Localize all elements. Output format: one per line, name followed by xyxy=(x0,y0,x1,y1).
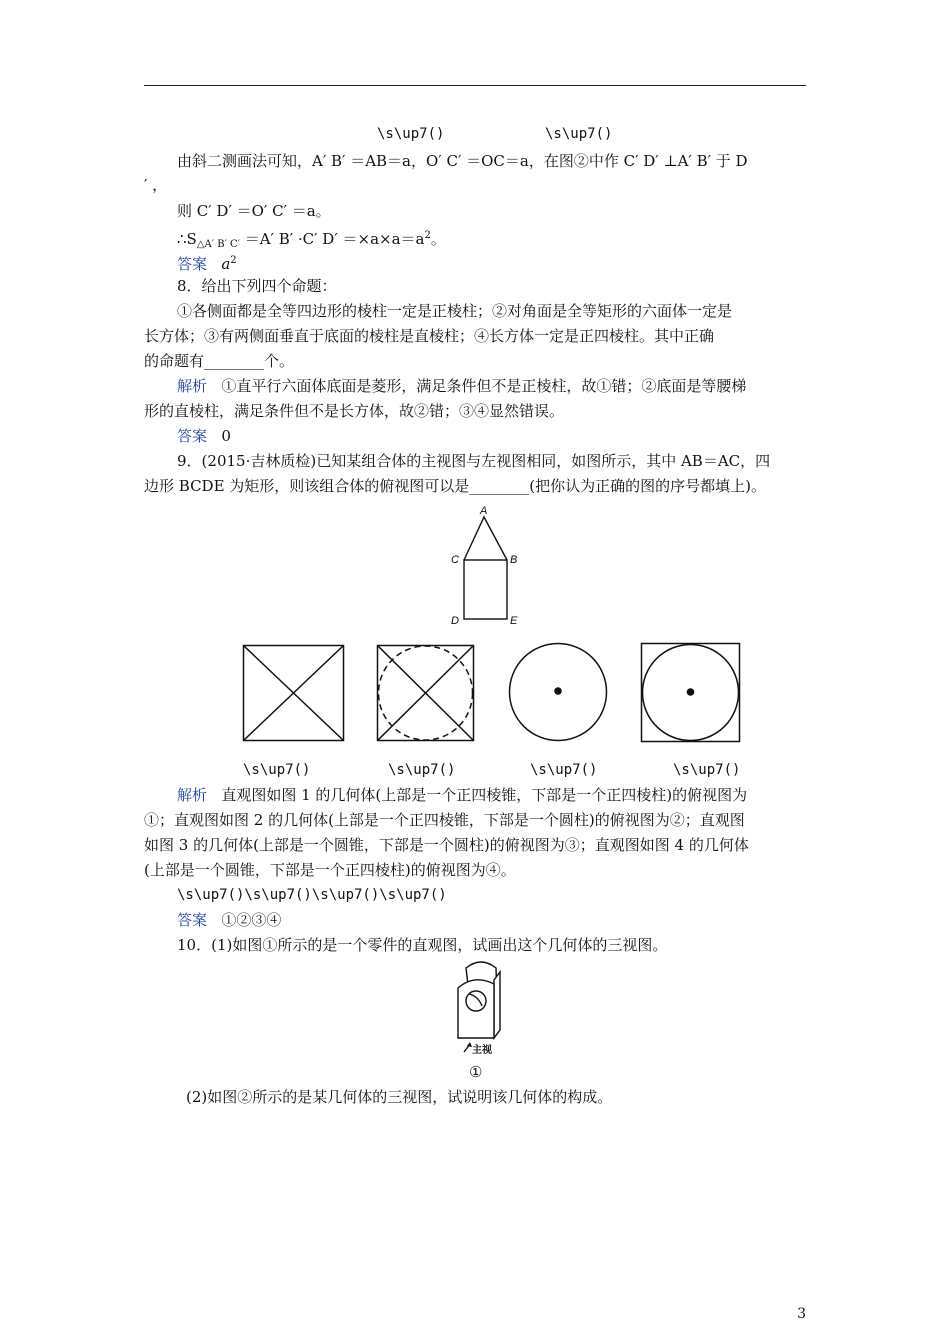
question-8-text: 长方体；③有两侧面垂直于底面的棱柱是直棱柱；④长方体一定是正四棱柱。其中正确 xyxy=(144,327,715,345)
answer-label: 答案 xyxy=(177,911,208,929)
question-8-text: ①各侧面都是全等四边形的棱柱一定是正棱柱；②对角面是全等矩形的六面体一定是 xyxy=(177,302,733,320)
vertex-label-e: E xyxy=(510,615,518,627)
answer-label: 答案 xyxy=(177,427,208,445)
answer-value: ①②③④ xyxy=(221,911,282,929)
question-8-text: 的命题有________个。 xyxy=(144,352,295,370)
analysis-label: 解析 xyxy=(177,377,208,395)
solution-line: ′ ， xyxy=(144,176,168,194)
solution-line: 由斜二测画法可知，A′ B′ ＝AB＝a，O′ C′ ＝OC＝a，在图②中作 C′ D′ ⊥A′ B′ 于 D xyxy=(177,152,748,170)
vertex-label-d: D xyxy=(451,615,459,627)
answer-value: a xyxy=(221,255,231,273)
question-10-part-2: (2)如图②所示的是某几何体的三视图，试说明该几何体的构成。 xyxy=(186,1088,613,1106)
center-dot xyxy=(687,688,695,696)
question-8: 8．给出下列四个命题： xyxy=(177,277,337,295)
figure-caption: ① xyxy=(469,1063,483,1081)
up7-placeholder: \s\up7() xyxy=(673,762,741,778)
part-side-face xyxy=(494,972,500,1038)
analysis-9-text: 如图 3 的几何体(上部是一个圆锥，下部是一个圆柱)的俯视图为③；直观图如图 4 的几何体 xyxy=(144,836,749,854)
up7-placeholder: \s\up7() xyxy=(243,762,311,778)
question-9: 9．(2015·吉林质检)已知某组合体的主视图与左视图相同，如图所示，其中 AB＝AC，四 xyxy=(177,452,771,470)
body-rectangle xyxy=(464,560,507,619)
vertex-label-b: B xyxy=(510,554,518,566)
center-dot xyxy=(554,687,562,695)
up7-placeholder: \s\up7() xyxy=(388,762,456,778)
answer-8 xyxy=(177,426,231,446)
formula-text: ∴S xyxy=(177,230,197,248)
analysis-text: 直观图如图 1 的几何体(上部是一个正四棱锥，下部是一个正四棱柱)的俯视图为 xyxy=(221,786,748,804)
formula-text: 。 xyxy=(430,230,446,248)
analysis-label: 解析 xyxy=(177,786,208,804)
up7-placeholder: \s\up7() xyxy=(530,762,598,778)
question-9-text: 边形 BCDE 为矩形，则该组合体的俯视图可以是________(把你认为正确的图的序号都填上)。 xyxy=(144,477,766,495)
analysis-text: ①直平行六面体底面是菱形，满足条件但不是正棱柱，故①错；②底面是等腰梯 xyxy=(221,377,747,395)
top-view-option-1 xyxy=(243,645,344,741)
formula-subscript: △A′ B′ C′ xyxy=(196,239,240,250)
top-view-option-2 xyxy=(377,645,474,741)
up7-placeholder: \s\up7() xyxy=(377,126,445,142)
machine-part-figure xyxy=(452,958,512,1056)
header-rule xyxy=(144,85,806,86)
question-10-part-1: 10．(1)如图①所示的是一个零件的直观图，试画出这个几何体的三视图。 xyxy=(177,936,668,954)
vertex-label-c: C xyxy=(451,554,459,566)
analysis-8 xyxy=(177,376,746,396)
vertex-label-a: A xyxy=(480,505,488,517)
top-view-option-3 xyxy=(508,642,608,742)
formula-text: ＝A′ B′ ·C′ D′ ＝×a×a＝a xyxy=(239,230,425,248)
roof-outline xyxy=(464,517,507,560)
answer-label: 答案 xyxy=(177,255,208,273)
answer-value: 0 xyxy=(221,427,231,445)
up7-placeholder: \s\up7() xyxy=(545,126,613,142)
analysis-8-text: 形的直棱柱，满足条件但不是长方体，故②错；③④显然错误。 xyxy=(144,402,565,420)
view-direction-label: 主视 xyxy=(472,1045,492,1056)
up7-placeholder-row: \s\up7()\s\up7()\s\up7()\s\up7() xyxy=(177,887,447,903)
analysis-9-text: ①；直观图如图 2 的几何体(上部是一个正四棱锥，下部是一个圆柱)的俯视图为②；直观图 xyxy=(144,811,745,829)
analysis-9-text: (上部是一个圆锥，下部是一个正四棱柱)的俯视图为④。 xyxy=(144,861,516,879)
solution-line: 则 C′ D′ ＝O′ C′ ＝a。 xyxy=(177,202,331,220)
front-view-figure xyxy=(440,500,540,630)
analysis-9 xyxy=(177,785,747,805)
answer-9 xyxy=(177,910,281,930)
formula-superscript: 2 xyxy=(424,230,431,241)
answer-superscript: 2 xyxy=(230,255,237,266)
page-number: 3 xyxy=(797,1306,806,1322)
top-view-option-4 xyxy=(641,643,740,742)
answer-7 xyxy=(177,251,237,274)
